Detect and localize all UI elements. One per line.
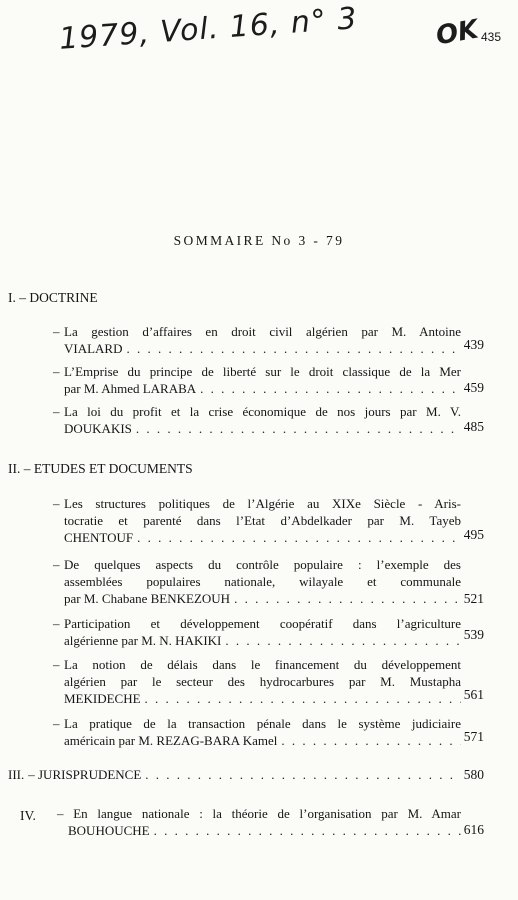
entry-author-line [64,690,461,707]
page-number: 435 [481,30,502,44]
section-heading-jurisprudence[interactable] [8,767,456,783]
toc-entry[interactable] [53,715,461,749]
entry-author-line [57,822,461,839]
dot-leader [225,632,461,649]
entry-author: par M. Chabane BENKEZOUH [64,591,231,606]
entry-author-line [64,590,461,607]
entry-text-line: – En langue nationale : la théorie de l’organisation par M. Amar [57,806,461,821]
entry-author-line [64,732,461,749]
toc-entry[interactable] [53,615,461,649]
entry-author-line [64,529,461,546]
section-title: – JURISPRUDENCE [28,767,142,782]
entry-author-line [64,420,461,437]
section-numeral: III. [8,767,25,782]
entry-dash: – [53,557,60,572]
dot-leader [145,767,456,783]
toc-entry[interactable] [53,363,461,397]
section-heading-etudes-et-documents [8,461,193,477]
entry-author: américain par M. REZAG-BARA Kamel [64,733,278,748]
entry-author: DOUKAKIS [64,421,132,436]
entry-dash: – [53,404,60,419]
toc-entry[interactable] [53,323,461,357]
toc-entry[interactable] [53,495,461,546]
entry-page-number: 616 [463,822,484,837]
dot-leader [200,380,461,397]
section-numeral: II. [8,461,21,476]
section-title: – DOCTRINE [19,290,98,305]
toc-entry-langue-nationale[interactable] [57,805,461,839]
entry-page-number: 561 [463,687,484,702]
entry-text-line: tocratie et parenté dans l’Etat d’Abdelkader par M. Tayeb [64,513,461,528]
entry-text-line: De quelques aspects du contrôle populaire : l’exemple des [64,557,461,572]
entry-author-line [64,632,461,649]
entry-page-number: 571 [463,729,484,744]
toc-entry[interactable] [53,403,461,437]
entry-dash: – [53,364,60,379]
entry-text-line: La gestion d’affaires en droit civil algérien par M. Antoine [64,324,461,339]
entry-dash: – [53,496,60,511]
entry-page-number: 495 [463,527,484,542]
toc-entry[interactable] [53,656,461,707]
entry-text-line: La notion de délais dans le financement du développement [64,657,461,672]
dot-leader [234,590,461,607]
dot-leader [136,420,461,437]
entry-text-line: Participation et développement coopératif dans l’agriculture [64,616,461,631]
entry-dash: – [53,324,60,339]
entry-author: BOUHOUCHE [68,823,150,838]
entry-text-line: La loi du profit et la crise économique de nos jours par M. V. [64,404,461,419]
toc-entry[interactable] [53,556,461,607]
entry-page-number: 539 [463,627,484,642]
sommaire-title: SOMMAIRE No 3 - 79 [173,233,345,248]
section-numeral: I. [8,290,16,305]
section-title: – ETUDES ET DOCUMENTS [23,461,193,476]
entry-text-line: algérien par le secteur des hydrocarbures par M. Mustapha [64,674,461,689]
entry-author-line [64,340,461,357]
dot-leader [145,690,461,707]
entry-author: par M. Ahmed LARABA [64,381,197,396]
section-heading-doctrine [8,290,98,306]
dot-leader [137,529,461,546]
entry-dash: – [53,716,60,731]
entry-author: VIALARD [64,341,123,356]
entry-text-line: La pratique de la transaction pénale dans le système judiciaire [64,716,461,731]
entry-dash: – [53,657,60,672]
entry-text-line: assemblées populaires nationale, wilayale et communale [64,574,461,589]
section-page-number: 580 [463,767,484,782]
entry-author: algérienne par M. N. HAKIKI [64,633,222,648]
entry-text-line: L’Emprise du principe de liberté sur le droit classique de la Mer [64,364,461,379]
entry-page-number: 485 [463,419,484,434]
handwritten-ok-mark: OK [433,14,481,52]
entry-author: CHENTOUF [64,530,134,545]
section-numeral-iv: IV. [20,808,36,823]
entry-page-number: 521 [463,591,484,606]
dot-leader [154,822,461,839]
dot-leader [127,340,462,357]
dot-leader [281,732,461,749]
entry-dash: – [53,616,60,631]
handwritten-reference-note: 1979, Vol. 16, n° 3 [58,1,359,57]
entry-text-line: Les structures politiques de l’Algérie au XIXe Siècle - Aris- [64,496,461,511]
entry-page-number: 439 [463,337,484,352]
entry-author-line [64,380,461,397]
entry-author: MEKIDECHE [64,691,141,706]
entry-page-number: 459 [463,380,484,395]
